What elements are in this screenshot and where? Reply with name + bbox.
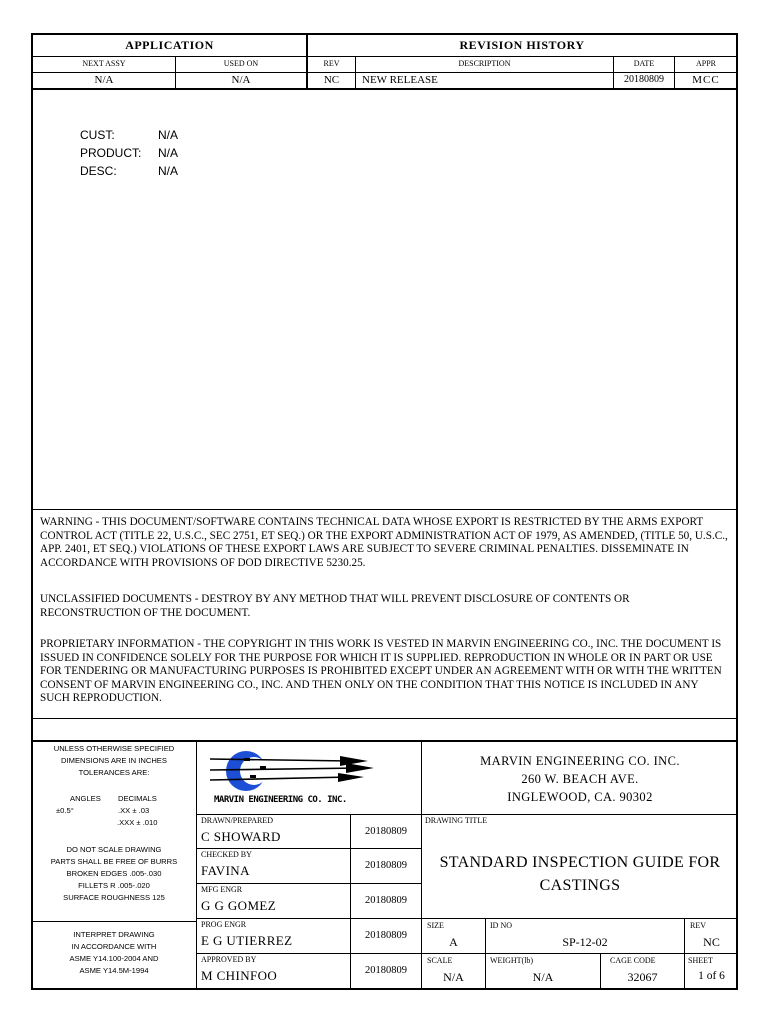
rev-block-value: NC [703,935,720,949]
weight-label: WEIGHT(lb) [490,956,534,965]
notices-bottom-line [31,718,738,719]
tb-line [196,848,421,849]
product-value: N/A [158,146,179,160]
tb-line [421,918,738,919]
header-line-1 [31,56,738,57]
tb-line [196,918,421,919]
next-assy-label: NEXT ASSY [82,59,126,68]
tb-line [196,953,421,954]
roughness-note: SURFACE ROUGHNESS 125 [63,893,165,902]
appr-value: MCC [692,74,720,86]
scale-label: SCALE [427,956,453,965]
angles-label: ANGLES [70,794,101,803]
tb-left-line [31,921,197,922]
used-on-label: USED ON [223,59,259,68]
interpret-note-4: ASME Y14.5M-1994 [79,966,149,975]
proprietary-text: PROPRIETARY INFORMATION - THE COPYRIGHT IN THIS WORK IS VESTED IN MARVIN ENGINEERING CO., INC. THE DOCUMENT IS ISSUED IN CONFIDENCE SOLELY FOR THE PURPOSE FOR WHICH IT IS SUPPLIED. REPRODUCTION IN WHOLE OR IN PART OR USE FOR TENDERING OR MANUFACTURING PURPOSES IS PROHIBITED EXCEPT UNDER AN AGREEMENT WITH OR WITH THE WRITTEN CONSENT OF MARVIN ENGINEERING CO., INC. AND THEN ONLY ON THE CONDITION THAT THIS NOTICE IS INCLUDED IN ANY SUCH REPRODUCTION. [40,638,722,704]
rev-value: NC [323,74,340,86]
cust-label: CUST: [80,128,115,142]
rev-block-label: REV [690,921,706,930]
scale-value: N/A [443,970,464,984]
decimal-tolerance-3: .XXX ± .010 [117,818,158,827]
angles-value: ±0.5° [56,806,74,815]
date-value: 20180809 [624,74,664,85]
company-logo [200,744,418,812]
signature-date: 20180809 [365,930,407,941]
signature-date: 20180809 [365,826,407,837]
signature-name: C SHOWARD [201,829,281,844]
signature-name: M CHINFOO [201,968,278,983]
signature-role-label: DRAWN/PREPARED [201,816,273,825]
interpret-note-3: ASME Y14.100-2004 AND [69,954,159,963]
signature-name: E G UTIERREZ [201,933,293,948]
signature-name: G G GOMEZ [201,898,277,913]
company-name: MARVIN ENGINEERING CO. INC. [480,754,680,768]
company-street: 260 W. BEACH AVE. [521,772,639,786]
used-on-value: N/A [231,74,251,86]
cage-code-label: CAGE CODE [610,956,656,965]
application-header: APPLICATION [125,38,214,52]
product-label: PRODUCT: [80,146,142,160]
signature-date: 20180809 [365,860,407,871]
interpret-note-2: IN ACCORDANCE WITH [71,942,157,951]
signature-date: 20180809 [365,965,407,976]
drawing-title-line-2: CASTINGS [539,877,621,894]
fillets-note: FILLETS R .005-.020 [78,881,150,890]
burrs-note: PARTS SHALL BE FREE OF BURRS [50,857,178,866]
size-value: A [449,935,458,949]
signature-role-label: APPROVED BY [201,955,257,964]
signature-name: FAVINA [201,863,250,878]
rev-label: REV [323,59,340,68]
header-bottom-line [31,88,738,90]
weight-value: N/A [532,970,554,984]
titleblock-top-line [31,740,738,742]
tb-line [196,883,421,884]
id-no-value: SP-12-02 [562,935,608,949]
drawing-title-line-1: STANDARD INSPECTION GUIDE FOR [439,854,721,871]
next-assy-value: N/A [94,74,114,86]
appr-label: APPR [695,59,716,68]
edges-note: BROKEN EDGES .005-.030 [66,869,162,878]
signature-date: 20180809 [365,895,407,906]
description-value: NEW RELEASE [362,74,438,86]
company-city: INGLEWOOD, CA. 90302 [507,790,653,804]
sheet-value: 1 of 6 [698,970,725,982]
signature-role-label: MFG ENGR [201,885,243,894]
tb-line [196,814,421,815]
size-label: SIZE [427,921,444,930]
revision-history-header: REVISION HISTORY [459,38,585,52]
tb-line [421,953,738,954]
cust-value: N/A [158,128,179,142]
desc-value: N/A [158,164,179,178]
drawing-title-label: DRAWING TITLE [425,816,488,825]
cage-code-value: 32067 [627,970,658,984]
logo-text: MARVIN ENGINEERING CO. INC. [214,795,347,805]
notices-top-line [31,509,738,510]
export-warning-text: WARNING - THIS DOCUMENT/SOFTWARE CONTAINS TECHNICAL DATA WHOSE EXPORT IS RESTRICTED BY THE ARMS EXPORT CONTROL ACT (TITLE 22, U.S.C., SEC 2751, ET SEQ.) OR THE EXPORT ADMINISTRATION ACT OF 1979, AS AMENDED, (TITLE 50, U.S.C., APP. 2401, ET SEQ.) VIOLATIONS OF THESE EXPORT LAWS ARE SUBJECT TO SEVERE CRIMINAL PENALTIES. DISSEMINATE IN ACCORDANCE WITH PROVISIONS OF DOD DIRECTIVE 5230.25. [40,516,728,569]
signature-role-label: PROG ENGR [201,920,247,929]
tolerance-note-1: UNLESS OTHERWISE SPECIFIED [53,744,175,753]
signature-role-label: CHECKED BY [201,850,252,859]
tb-line [421,814,738,815]
scale-note: DO NOT SCALE DRAWING [66,845,162,854]
description-label: DESCRIPTION [458,59,511,68]
sheet-label: SHEET [688,956,713,965]
desc-label: DESC: [80,164,117,178]
interpret-note-1: INTERPRET DRAWING [73,930,155,939]
date-label: DATE [633,59,655,68]
tolerance-note-2: DIMENSIONS ARE IN INCHES [61,756,167,765]
header-line-2 [31,72,738,73]
decimal-tolerance-2: .XX ± .03 [118,806,150,815]
tolerance-note-3: TOLERANCES ARE: [78,768,150,777]
unclassified-text: UNCLASSIFIED DOCUMENTS - DESTROY BY ANY METHOD THAT WILL PREVENT DISCLOSURE OF CONTENTS OR RECONSTRUCTION OF THE DOCUMENT. [40,593,630,619]
id-no-label: ID NO [490,921,512,930]
decimals-label: DECIMALS [118,794,157,803]
